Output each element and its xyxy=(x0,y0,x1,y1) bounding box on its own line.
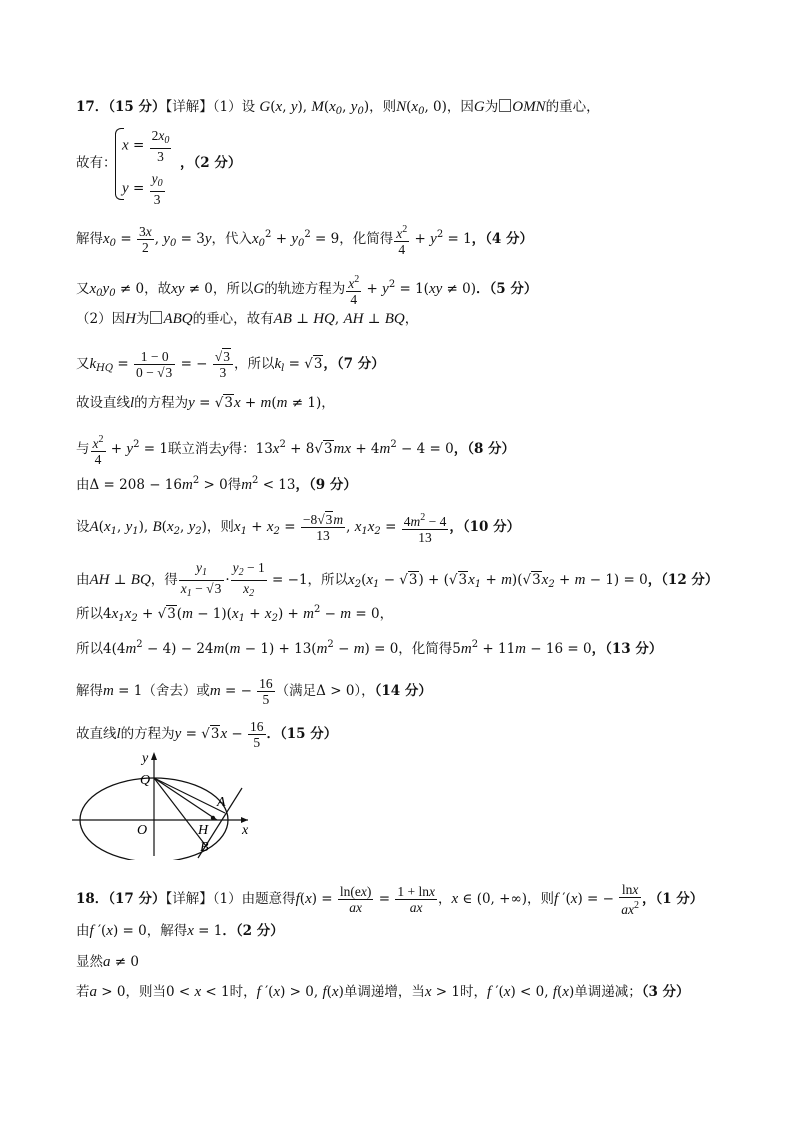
p17-line-8: 与 $\frac{x^2}{4}$ + $y^2 = 1$联立消去y得：$13x^2 + 8√3mx + 4m^2 - 4 = 0$，（8 分） xyxy=(76,434,516,467)
text: ， xyxy=(379,606,394,622)
ellipse-figure xyxy=(70,748,260,860)
text: 联立消去 xyxy=(167,441,222,457)
p18-number: 18．（17 分） xyxy=(76,891,166,907)
text: 为 xyxy=(484,99,499,115)
segment-QH xyxy=(154,778,217,820)
text: ，则 xyxy=(526,891,554,907)
p17-line-9: 由$\Delta = 208 - 16m^2 > 0$得$m^2 < 13$，（9 分） xyxy=(76,475,357,493)
text: ，所以 xyxy=(307,572,349,588)
triangle-symbol xyxy=(499,99,511,112)
text: ，因 xyxy=(446,99,474,115)
score: ，（13 分） xyxy=(591,641,663,657)
text: 由 xyxy=(76,572,90,588)
text: （1）由题意得 xyxy=(212,891,296,907)
score: ，（8 分） xyxy=(453,441,516,457)
text: 故直线 xyxy=(76,726,117,742)
text: 故有： xyxy=(76,155,117,171)
score: ．（2 分） xyxy=(222,923,284,939)
text: （1）设 xyxy=(212,99,256,115)
point-H xyxy=(211,816,215,820)
text: 时， xyxy=(229,984,257,1000)
text: ，得 xyxy=(150,572,178,588)
text: 的方程为 xyxy=(120,726,175,742)
label-H: H xyxy=(198,823,209,838)
score: ，（9 分） xyxy=(295,477,357,493)
text: 由 xyxy=(76,923,90,939)
label-A: A xyxy=(217,795,226,810)
text: 由 xyxy=(76,477,90,493)
text: ，代入 xyxy=(211,231,252,247)
p17-line-4: 又$x_0y_0 \ne 0$，故xy ≠ 0，所以G的轨迹方程为 $\frac{x^2}{4}$ + $y^2 = 1(xy \ne 0)$．（5 分） xyxy=(76,274,538,307)
p17-line-10: 设$A(x_1$, $y_1$), $B(x_2$, $y_2$)，则$x_1 + x_2$ = $\frac{-8√3m}{13}$ , $x_1x_2$ = $\frac{4m^2 - 4}{13}$ ，（10 分） xyxy=(76,512,521,545)
text: ，化简得 xyxy=(339,231,394,247)
p17-score-2 xyxy=(180,154,241,172)
p18-line-2: 由f ′(x) = 0，解得x = 1．（2 分） xyxy=(76,923,284,939)
text: ，解得 xyxy=(146,923,188,939)
text: 得 xyxy=(227,477,242,493)
text: 设 xyxy=(76,519,90,535)
text: ，化简得 xyxy=(398,641,453,657)
triangle-symbol xyxy=(150,311,162,324)
text: ， xyxy=(321,395,335,411)
p17-line-3: 解得$x_0$ = $\frac{3x}{2}$ , $y_0 = 3y$，代入$x_0^2 + y_0^2 = 9$，化简得 $\frac{x^2}{4}$ + $y^2 = 1$，（4 分） xyxy=(76,224,534,257)
p17-line-11: 由AH ⊥ BQ，得 $\frac{y_1}{x_1 - √3}$ · $\frac{y_2 - 1}{x_2}$ = −1，所以$x_2(x_1 - √3) + (√3x_1 + m)(√3x_2 + m - 1) = 0$，（12 分） xyxy=(76,560,719,599)
text: （满足 xyxy=(275,683,317,699)
text: ，所以 xyxy=(233,356,275,372)
text: 单调递增，当 xyxy=(343,984,425,1000)
label-y: y xyxy=(142,751,149,766)
y-axis-arrow xyxy=(151,752,157,760)
text: （舍去）或 xyxy=(142,683,210,699)
text: 故设直线 xyxy=(76,395,130,411)
p17-line-5: （2）因H为 ABQ的垂心，故有AB ⊥ HQ, AH ⊥ BQ， xyxy=(76,311,419,327)
score: ，（10 分） xyxy=(449,519,521,535)
text: ，则 xyxy=(369,99,397,115)
text: 时， xyxy=(460,984,487,1000)
score: ．（15 分） xyxy=(266,726,338,742)
p18-line-1: 18．（17 分）【详解】（1）由题意得f(x) = $\frac{\ln(ex)}{ax}$ = $\frac{1 + \ln x}{ax}$ ，x ∈ (0, +∞)，则f ′(x) = − $\frac{\ln x}{ax^2}$ ，（1 分） xyxy=(76,882,704,917)
p17-solution-tag: 【详解】 xyxy=(165,99,213,115)
text: ，故 xyxy=(144,281,172,297)
text: 解得 xyxy=(76,683,103,699)
p17-line-1: 17．（15 分）【详解】（1）设 G(x, y), $M(x_0$, $y_0$)，则$N(x_0$, 0)，因G为 OMN的重心， xyxy=(76,99,600,117)
text: 得： xyxy=(228,441,256,457)
p18-line-4: 若a > 0，则当0 < x < 1时，f ′(x) > 0, f(x)单调递增，当x > 1时，f ′(x) < 0, f(x)单调递减；（3 分） xyxy=(76,984,690,1000)
text: ，所以 xyxy=(212,281,254,297)
text: 与 xyxy=(76,441,90,457)
text: 的方程为 xyxy=(134,395,189,411)
text: ）， xyxy=(354,683,375,699)
p17-line-14: 解得m = 1（舍去）或m = − $\frac{16}{5}$ （满足Δ > 0），（14 分） xyxy=(76,676,432,707)
text: （2）因 xyxy=(76,311,126,327)
p18-line-3: 显然a ≠ 0 xyxy=(76,954,139,970)
p17-line-2 xyxy=(76,154,117,172)
score: （14 分） xyxy=(374,683,432,699)
score: ，（12 分） xyxy=(647,572,719,588)
p17-system-eq2: y = $\frac{y_0}{3}$ xyxy=(122,171,163,207)
score: ，（7 分） xyxy=(323,356,385,372)
label-O: O xyxy=(137,823,148,838)
text: 显然 xyxy=(76,954,103,970)
score: ，（4 分） xyxy=(471,231,534,247)
label-x: x xyxy=(242,823,249,838)
text: 又 xyxy=(76,281,90,297)
label-B: B xyxy=(200,840,209,855)
text: ， xyxy=(437,891,452,907)
p17-line-6: 又$k_{HQ}$ = $\frac{1 - 0}{0 - √3}$ = − $\frac{√3}{3}$ ，所以$k_l = √3$，（7 分） xyxy=(76,349,385,380)
text: ，则当 xyxy=(125,984,166,1000)
text: 的垂心，故有 xyxy=(192,311,274,327)
p17-system-eq1: x = $\frac{2x_0}{3}$ xyxy=(122,128,170,164)
p17-line-13: 所以$4(4m^2 - 4) - 24m(m - 1) + 13(m^2 - m) = 0$，化简得$5m^2 + 11m - 16 = 0$，（13 分） xyxy=(76,639,663,657)
p17-line-15: 故直线l的方程为y = √3x − $\frac{16}{5}$ ．（15 分） xyxy=(76,719,338,750)
text: 单调递减； xyxy=(574,984,642,1000)
score: ，（2 分） xyxy=(180,155,242,171)
text: 解得 xyxy=(76,231,103,247)
p18-solution-tag: 【详解】 xyxy=(165,891,213,907)
score: （3 分） xyxy=(641,984,690,1000)
p17-number: 17．（15 分） xyxy=(76,99,166,115)
label-Q: Q xyxy=(140,773,151,788)
p17-line-12: 所以$4x_1x_2 + √3(m - 1)(x_1 + x_2) + m^2 - m = 0$， xyxy=(76,604,394,624)
text: 所以 xyxy=(76,606,103,622)
score: ．（5 分） xyxy=(476,281,538,297)
text: 的轨迹方程为 xyxy=(264,281,346,297)
text: 所以 xyxy=(76,641,103,657)
text: 为 xyxy=(135,311,150,327)
score: ，（1 分） xyxy=(641,891,704,907)
text: 又 xyxy=(76,356,90,372)
text: 的重心， xyxy=(545,99,600,115)
text: ，则 xyxy=(206,519,234,535)
text: 若 xyxy=(76,984,90,1000)
p17-line-7: 故设直线l的方程为y = √3x + m(m ≠ 1)， xyxy=(76,395,335,411)
